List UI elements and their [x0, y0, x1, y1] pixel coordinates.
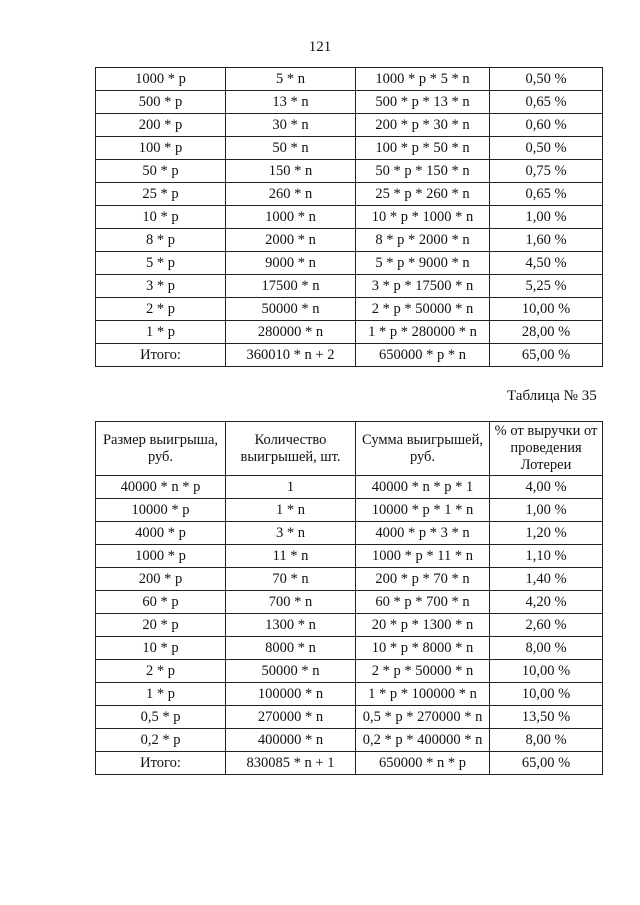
table-row	[96, 660, 603, 683]
cell-prize-sum: 60 * p * 700 * n	[356, 591, 490, 614]
cell-prize-amount: Итого:	[96, 752, 226, 775]
cell-prize-count: 1 * n	[226, 499, 356, 522]
cell-prize-sum: 3 * p * 17500 * n	[356, 275, 490, 298]
cell-prize-count: 30 * n	[226, 114, 356, 137]
cell-prize-count: 100000 * n	[226, 683, 356, 706]
cell-prize-sum: 200 * p * 30 * n	[356, 114, 490, 137]
cell-prize-amount: 200 * p	[96, 568, 226, 591]
table-row	[96, 637, 603, 660]
cell-prize-count: 17500 * n	[226, 275, 356, 298]
cell-prize-amount: 2 * p	[96, 298, 226, 321]
table-row	[96, 114, 603, 137]
cell-prize-amount: 8 * p	[96, 229, 226, 252]
table-row	[96, 298, 603, 321]
cell-prize-count: 13 * n	[226, 91, 356, 114]
cell-revenue-percent: 8,00 %	[490, 637, 603, 660]
cell-revenue-percent: 0,75 %	[490, 160, 603, 183]
cell-prize-sum: 4000 * p * 3 * n	[356, 522, 490, 545]
table-row	[96, 321, 603, 344]
cell-prize-sum: 8 * p * 2000 * n	[356, 229, 490, 252]
table-row	[96, 568, 603, 591]
cell-revenue-percent: 4,20 %	[490, 591, 603, 614]
cell-prize-sum: 25 * p * 260 * n	[356, 183, 490, 206]
table-row	[96, 344, 603, 367]
cell-prize-amount: 100 * p	[96, 137, 226, 160]
header-prize-amount: Размер выигрыша, руб.	[96, 422, 226, 476]
cell-prize-sum: 1000 * p * 11 * n	[356, 545, 490, 568]
table-row	[96, 183, 603, 206]
cell-prize-amount: 20 * p	[96, 614, 226, 637]
cell-prize-amount: 40000 * n * p	[96, 476, 226, 499]
table-row	[96, 206, 603, 229]
cell-revenue-percent: 0,65 %	[490, 183, 603, 206]
header-prize-count: Количество выигрышей, шт.	[226, 422, 356, 476]
cell-prize-sum: 650000 * n * p	[356, 752, 490, 775]
cell-prize-sum: 1 * p * 280000 * n	[356, 321, 490, 344]
cell-prize-sum: 0,5 * p * 270000 * n	[356, 706, 490, 729]
cell-revenue-percent: 1,00 %	[490, 206, 603, 229]
cell-revenue-percent: 1,00 %	[490, 499, 603, 522]
cell-prize-amount: 200 * p	[96, 114, 226, 137]
cell-prize-amount: Итого:	[96, 344, 226, 367]
cell-prize-count: 150 * n	[226, 160, 356, 183]
cell-prize-sum: 5 * p * 9000 * n	[356, 252, 490, 275]
table-row	[96, 683, 603, 706]
cell-prize-count: 9000 * n	[226, 252, 356, 275]
cell-revenue-percent: 28,00 %	[490, 321, 603, 344]
cell-prize-amount: 4000 * p	[96, 522, 226, 545]
cell-prize-amount: 3 * p	[96, 275, 226, 298]
cell-revenue-percent: 8,00 %	[490, 729, 603, 752]
cell-prize-amount: 10000 * p	[96, 499, 226, 522]
cell-prize-sum: 0,2 * p * 400000 * n	[356, 729, 490, 752]
cell-prize-amount: 50 * p	[96, 160, 226, 183]
cell-revenue-percent: 1,20 %	[490, 522, 603, 545]
cell-revenue-percent: 10,00 %	[490, 683, 603, 706]
cell-prize-sum: 10000 * p * 1 * n	[356, 499, 490, 522]
cell-prize-sum: 2 * p * 50000 * n	[356, 298, 490, 321]
cell-prize-amount: 2 * p	[96, 660, 226, 683]
cell-prize-count: 260 * n	[226, 183, 356, 206]
cell-prize-amount: 1 * p	[96, 321, 226, 344]
table-row	[96, 706, 603, 729]
cell-prize-count: 50000 * n	[226, 298, 356, 321]
cell-prize-sum: 650000 * p * n	[356, 344, 490, 367]
cell-prize-sum: 10 * p * 8000 * n	[356, 637, 490, 660]
cell-revenue-percent: 0,50 %	[490, 68, 603, 91]
table-row	[96, 137, 603, 160]
cell-prize-count: 360010 * n + 2	[226, 344, 356, 367]
table-row	[96, 68, 603, 91]
table-row	[96, 729, 603, 752]
table-row	[96, 275, 603, 298]
table-row	[96, 252, 603, 275]
cell-revenue-percent: 5,25 %	[490, 275, 603, 298]
table-caption: Таблица № 35	[507, 388, 597, 404]
cell-prize-count: 11 * n	[226, 545, 356, 568]
header-prize-sum: Сумма выигрышей, руб.	[356, 422, 490, 476]
cell-prize-sum: 100 * p * 50 * n	[356, 137, 490, 160]
table-row	[96, 522, 603, 545]
table-row	[96, 591, 603, 614]
cell-revenue-percent: 1,10 %	[490, 545, 603, 568]
table-row	[96, 545, 603, 568]
cell-prize-amount: 500 * p	[96, 91, 226, 114]
cell-prize-amount: 1000 * p	[96, 68, 226, 91]
cell-prize-sum: 200 * p * 70 * n	[356, 568, 490, 591]
cell-prize-count: 50 * n	[226, 137, 356, 160]
table-row	[96, 499, 603, 522]
cell-revenue-percent: 13,50 %	[490, 706, 603, 729]
cell-prize-amount: 0,2 * p	[96, 729, 226, 752]
cell-revenue-percent: 65,00 %	[490, 752, 603, 775]
cell-prize-count: 50000 * n	[226, 660, 356, 683]
prize-table-35	[95, 421, 603, 775]
cell-prize-count: 5 * n	[226, 68, 356, 91]
cell-prize-amount: 10 * p	[96, 206, 226, 229]
cell-prize-sum: 40000 * n * p * 1	[356, 476, 490, 499]
cell-prize-sum: 10 * p * 1000 * n	[356, 206, 490, 229]
cell-prize-count: 8000 * n	[226, 637, 356, 660]
table-row	[96, 476, 603, 499]
cell-revenue-percent: 1,60 %	[490, 229, 603, 252]
cell-revenue-percent: 4,00 %	[490, 476, 603, 499]
cell-revenue-percent: 10,00 %	[490, 660, 603, 683]
table-row	[96, 91, 603, 114]
cell-prize-count: 1	[226, 476, 356, 499]
cell-prize-amount: 1 * p	[96, 683, 226, 706]
table-body	[96, 68, 603, 367]
cell-prize-count: 2000 * n	[226, 229, 356, 252]
cell-prize-count: 280000 * n	[226, 321, 356, 344]
cell-prize-count: 1000 * n	[226, 206, 356, 229]
cell-prize-amount: 25 * p	[96, 183, 226, 206]
table-row	[96, 229, 603, 252]
cell-revenue-percent: 0,60 %	[490, 114, 603, 137]
cell-prize-sum: 1000 * p * 5 * n	[356, 68, 490, 91]
cell-revenue-percent: 1,40 %	[490, 568, 603, 591]
cell-prize-amount: 10 * p	[96, 637, 226, 660]
cell-prize-amount: 60 * p	[96, 591, 226, 614]
cell-prize-sum: 1 * p * 100000 * n	[356, 683, 490, 706]
cell-revenue-percent: 0,65 %	[490, 91, 603, 114]
page-number: 121	[308, 39, 332, 55]
cell-prize-sum: 2 * p * 50000 * n	[356, 660, 490, 683]
cell-prize-amount: 5 * p	[96, 252, 226, 275]
cell-prize-sum: 20 * p * 1300 * n	[356, 614, 490, 637]
cell-revenue-percent: 65,00 %	[490, 344, 603, 367]
cell-prize-count: 270000 * n	[226, 706, 356, 729]
cell-prize-count: 3 * n	[226, 522, 356, 545]
cell-prize-amount: 0,5 * p	[96, 706, 226, 729]
table-header-row	[96, 422, 603, 476]
cell-prize-count: 400000 * n	[226, 729, 356, 752]
cell-prize-sum: 500 * p * 13 * n	[356, 91, 490, 114]
cell-prize-count: 700 * n	[226, 591, 356, 614]
cell-revenue-percent: 4,50 %	[490, 252, 603, 275]
prize-table-continued	[95, 67, 603, 367]
cell-revenue-percent: 0,50 %	[490, 137, 603, 160]
cell-prize-count: 70 * n	[226, 568, 356, 591]
cell-prize-count: 830085 * n + 1	[226, 752, 356, 775]
header-revenue-percent: % от выручки от проведения Лотереи	[490, 422, 603, 476]
table-body	[96, 476, 603, 775]
cell-revenue-percent: 2,60 %	[490, 614, 603, 637]
table-row	[96, 752, 603, 775]
table-row	[96, 614, 603, 637]
table-row	[96, 160, 603, 183]
cell-prize-amount: 1000 * p	[96, 545, 226, 568]
cell-prize-count: 1300 * n	[226, 614, 356, 637]
cell-prize-sum: 50 * p * 150 * n	[356, 160, 490, 183]
cell-revenue-percent: 10,00 %	[490, 298, 603, 321]
